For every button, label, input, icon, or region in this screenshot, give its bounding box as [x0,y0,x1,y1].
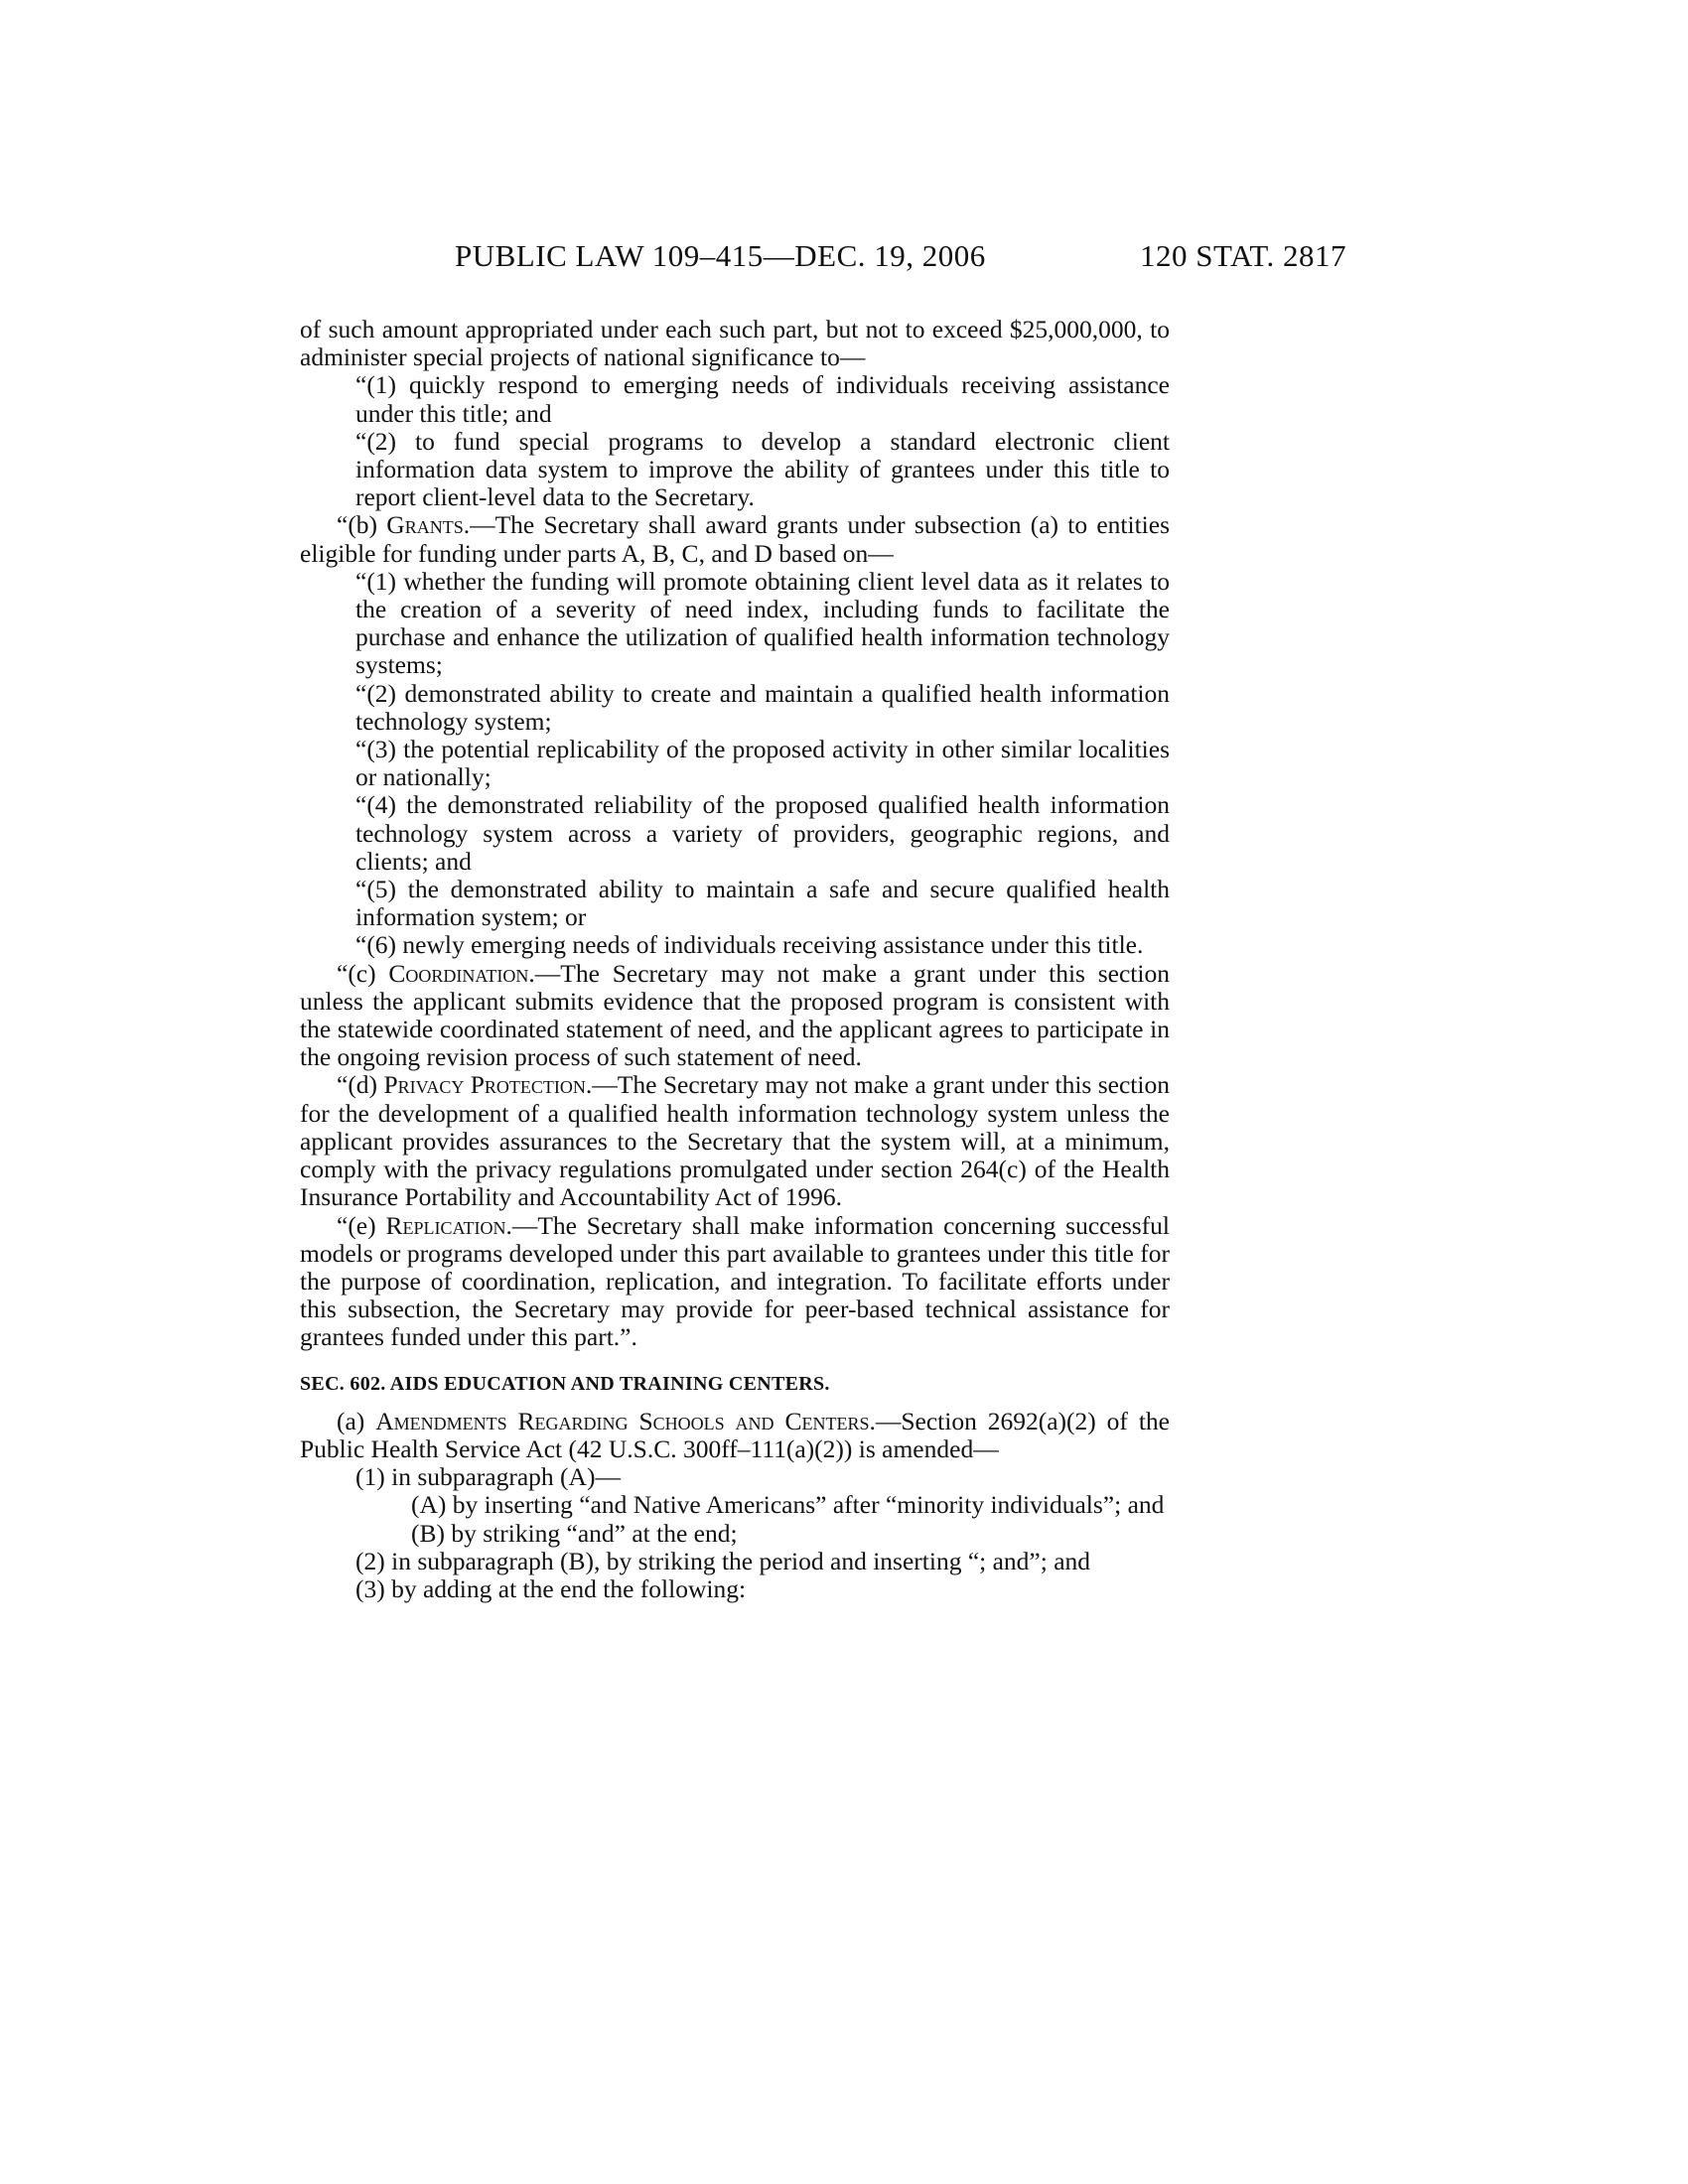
subsection-b-text: .—The Secretary shall award grants under subsection (a) to entities eligible for funding under parts A, B, C, and D based on— [300,510,1170,568]
paragraph-a2: “(2) to fund special programs to develop a standard electronic client information data system to improve the ability of grantees under this title to report client-level data to the Secretary. [355,426,1170,512]
subsection-c-caption: Coordination [388,958,529,988]
subsection-b-caption: Grants [386,510,464,540]
subsection-e-caption: Replication [385,1210,506,1240]
page-header [0,238,1688,288]
document-body [300,316,1170,1603]
continued-paragraph: of such amount appropriated under each such part, but not to exceed $25,000,000, to administer special projects of national significance to— [300,315,1170,372]
subsection-e-text: .—The Secretary shall make information concerning successful models or programs developed under this part available to grantees under this title for the purpose of coordination, replication, and integration. To facilitate efforts under this subsection, the Secretary may provide for peer-based technical assistance for grantees funded under this part.”. [300,1210,1170,1352]
subsection-b [300,511,1170,567]
section-602-subsection-a [300,1408,1170,1463]
paragraph-a1: “(1) quickly respond to emerging needs of individuals receiving assistance under this title; and [355,370,1170,428]
paragraph-b5: “(5) the demonstrated ability to maintain a safe and secure qualified health information system; or [355,875,1170,932]
subsection-d-lead: “(d) [337,1070,384,1100]
paragraph-b2: “(2) demonstrated ability to create and maintain a qualified health information technology system; [355,678,1170,736]
subsection-c [300,960,1170,1072]
paragraph-b6: “(6) newly emerging needs of individuals receiving assistance under this title. [355,930,1144,960]
amendment-1A: (A) by inserting “and Native Americans” after “minority individuals”; and [411,1490,1165,1520]
subsection-b-lead: “(b) [337,510,387,540]
paragraph-b3: “(3) the potential replicability of the proposed activity in other similar localities or nationally; [355,735,1170,792]
subsection-a-text: .—Section 2692(a)(2) of the Public Health Service Act (42 U.S.C. 300ff–111(a)(2)) is amended— [300,1406,1170,1463]
subsection-a-caption: Amendments Regarding Schools and Centers [375,1406,870,1435]
subsection-d [300,1071,1170,1211]
paragraph-b4: “(4) the demonstrated reliability of the proposed qualified health information technology system across a variety of providers, geographic regions, and clients; and [355,790,1170,876]
running-head: PUBLIC LAW 109–415—DEC. 19, 2006 [455,238,986,273]
subsection-e [300,1212,1170,1352]
subsection-a-lead: (a) [337,1406,376,1435]
section-602-heading: SEC. 602. AIDS EDUCATION AND TRAINING CENTERS. [300,1372,830,1395]
amendment-3: (3) by adding at the end the following: [355,1573,747,1603]
amendment-1: (1) in subparagraph (A)— [355,1462,621,1492]
amendment-1B: (B) by striking “and” at the end; [411,1518,738,1548]
subsection-c-text: .—The Secretary may not make a grant under this section unless the applicant submits evidence that the proposed program is consistent with the statewide coordinated statement of need, and the applicant agrees to participate in the ongoing revision process of such statement of need. [300,958,1170,1072]
statute-page-reference: 120 STAT. 2817 [1140,238,1347,273]
amendment-2: (2) in subparagraph (B), by striking the period and inserting “; and”; and [355,1546,1091,1575]
subsection-d-text: .—The Secretary may not make a grant under this section for the development of a qualified health information technology system unless the applicant provides assurances to the Secretary that the system will, at a minimum, comply with the privacy regulations promulgated under section 264(c) of the Health Insurance Portability and Accountability Act of 1996. [300,1070,1170,1212]
subsection-e-lead: “(e) [337,1210,386,1240]
subsection-c-lead: “(c) [337,958,389,988]
subsection-d-caption: Privacy Protection [383,1070,586,1100]
paragraph-b1: “(1) whether the funding will promote obtaining client level data as it relates to the creation of a severity of need index, including funds to facilitate the purchase and enhance the utilization of qualified health information technology systems; [355,566,1170,680]
